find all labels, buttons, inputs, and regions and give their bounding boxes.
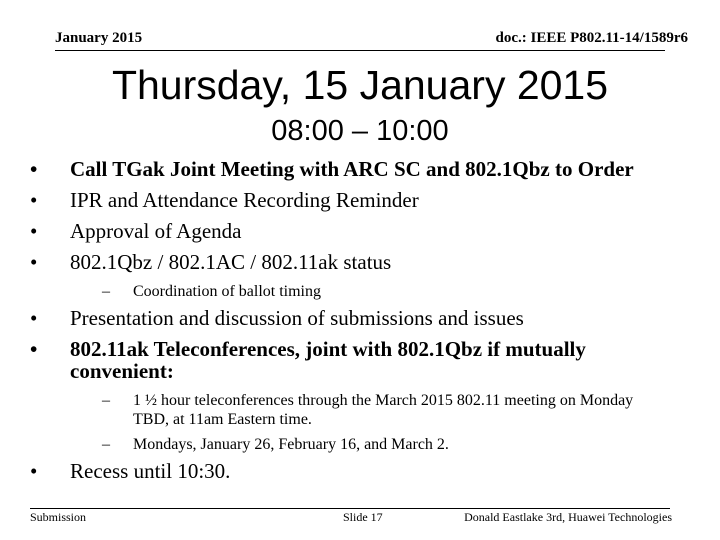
bullet-item: • Call TGak Joint Meeting with ARC SC and 802.1Qbz to Order (30, 158, 670, 180)
bullet-list (30, 158, 670, 491)
footer-author: Donald Eastlake 3rd, Huawei Technologies (464, 510, 672, 524)
slide-subtitle: 08:00 – 10:00 (271, 115, 449, 147)
bullet-item: • Presentation and discussion of submissions and issues (30, 307, 670, 329)
slide-title: Thursday, 15 January 2015 (111, 62, 609, 108)
sub-bullet-item: – Coordination of ballot timing (30, 282, 670, 301)
bullet-item: • 802.11ak Teleconferences, joint with 802.1Qbz if mutually convenient: (30, 338, 670, 382)
footer-slide-number: Slide 17 (343, 510, 383, 524)
header-rule (55, 50, 665, 51)
footer-left: Submission (30, 510, 87, 524)
header-date: January 2015 (55, 30, 143, 46)
header-doc-id: doc.: IEEE P802.11-14/1589r6 (495, 30, 688, 46)
bullet-item: • 802.1Qbz / 802.1AC / 802.11ak status (30, 251, 670, 273)
bullet-item: • IPR and Attendance Recording Reminder (30, 189, 670, 211)
bullet-item: • Recess until 10:30. (30, 460, 670, 482)
footer-rule (30, 508, 670, 509)
bullet-item: • Approval of Agenda (30, 220, 670, 242)
sub-bullet-item: – 1 ½ hour teleconferences through the March 2015 802.11 meeting on Monday TBD, at 11am Eastern time. (30, 391, 670, 429)
sub-bullet-item: – Mondays, January 26, February 16, and March 2. (30, 435, 670, 454)
